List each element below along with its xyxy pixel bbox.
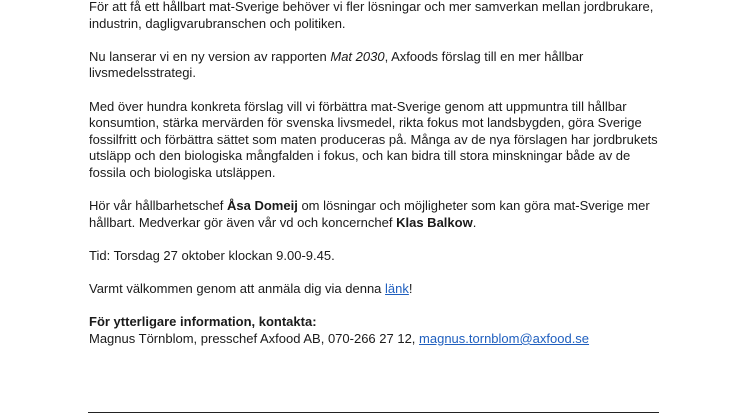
intro-paragraph: För att få ett hållbart mat-Sverige behöver vi fler lösningar och mer samverkan mellan jordbrukare, industrin, dagligvarubranschen och politiken. [89,0,654,31]
report-launch-text-after: , Axfoods förslag till en mer hållbar livsmedelsstrategi. [89,48,584,81]
contact-email-link[interactable]: magnus.tornblom@axfood.se [419,330,590,346]
report-launch-text-before: Nu lanserar vi en ny version av rapporten [89,48,331,64]
registration-text-before: Varmt välkommen genom att anmäla dig via denna [89,281,386,297]
contact-person: Magnus Törnblom, presschef Axfood AB, 070-266 27 12, [89,330,420,346]
contact-heading: För ytterligare information, kontakta: [89,314,317,330]
speakers-text-after: . [472,214,477,230]
speakers-paragraph [89,198,669,231]
proposals-paragraph: Med över hundra konkreta förslag vill vi förbättra mat-Sverige genom att uppmuntra till hållbar konsumtion, stärka mervärden för svenska livsmedel, rikta fokus mot landsbygden, göra Sverige fossilfritt och förbättra sättet som maten produceras på. Många av de nya förslagen har jordbrukets utsläpp och den biologiska mångfalden i fokus, och kan bidra till stora minskningar både av de fossila och biologiska utsläppen. [89,98,658,180]
report-launch-paragraph [89,49,669,82]
report-title: Mat 2030 [330,48,385,64]
contact-block [89,314,669,347]
registration-text-after: ! [408,281,413,297]
speaker-name-asa-domeij: Åsa Domeij [227,198,298,214]
footer-divider [88,412,659,413]
speakers-text-middle: om lösningar och möjligheter som kan göra mat-Sverige mer hållbart. Medverkar gör även vår vd och koncernchef [89,198,650,230]
registration-paragraph [89,281,669,298]
event-time: Tid: Torsdag 27 oktober klockan 9.00-9.45. [89,247,335,263]
registration-link[interactable]: länk [385,281,409,297]
speakers-text-before: Hör vår hållbarhetschef [89,198,228,214]
press-release-body [89,0,669,364]
speaker-name-klas-balkow: Klas Balkow [396,214,473,230]
